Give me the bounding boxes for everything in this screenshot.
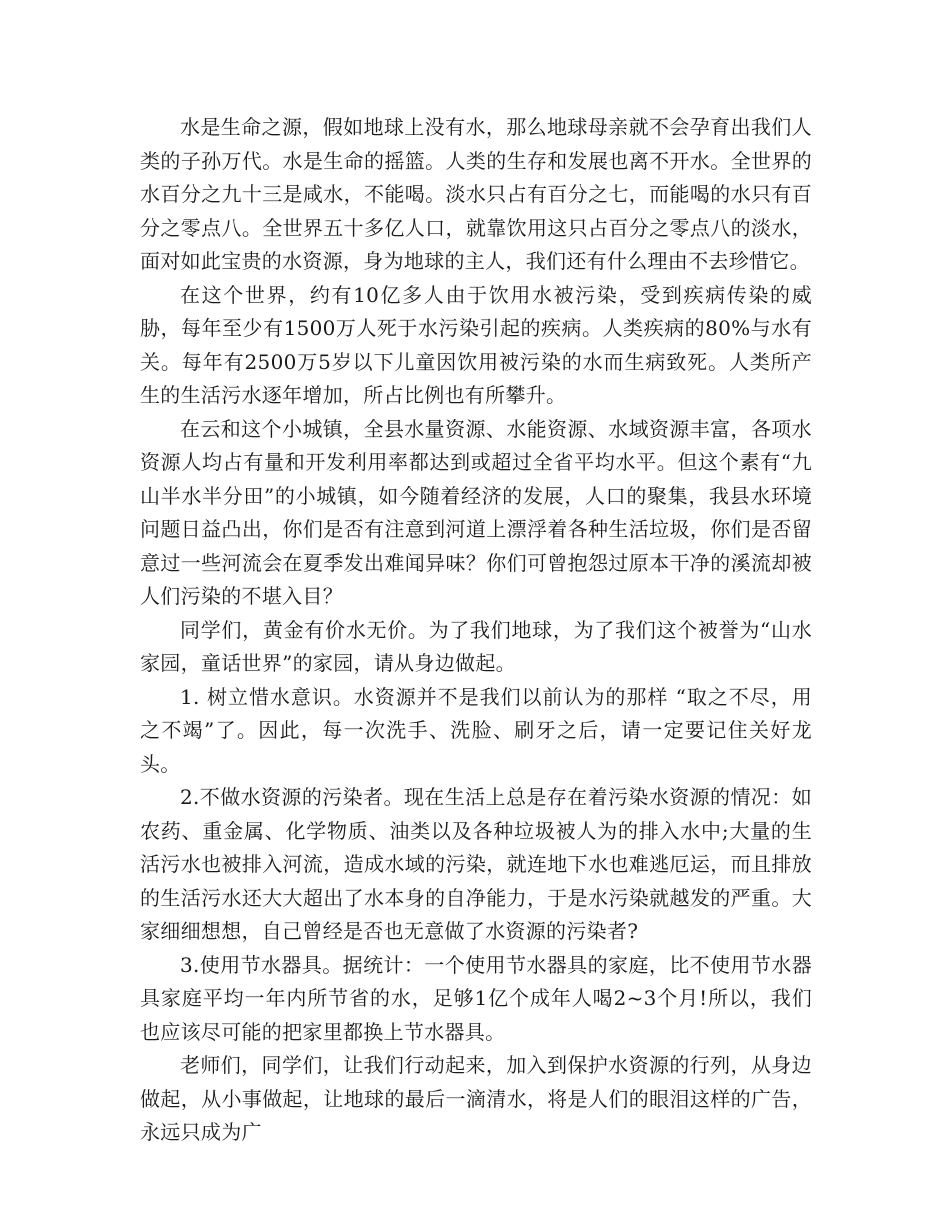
- paragraph-closing: 老师们，同学们，让我们行动起来，加入到保护水资源的行列，从身边做起，从小事做起，让地球的最后一滴清水，将是人们的眼泪这样的广告，永远只成为广: [140, 1053, 812, 1144]
- paragraph-item-3: 3.使用节水器具。据统计：一个使用节水器具的家庭，比不使用节水器具家庭平均一年内所节省的水，足够1亿个成年人喝2~3个月!所以，我们也应该尽可能的把家里都换上节水器具。: [140, 952, 812, 1044]
- paragraph-item-2: 2.不做水资源的污染者。现在生活上总是存在着污染水资源的情况：如农药、重金属、化学物质、油类以及各种垃圾被人为的排入水中;大量的生活污水也被排入河流，造成水域的污染，就连地下水也难逃厄运，而且排放的生活污水还大大超出了水本身的自净能力，于是水污染就越发的严重。大家细细想想，自己曾经是否也无意做了水资源的污染者?: [140, 785, 812, 943]
- paragraph-yunhe-town: 在云和这个小城镇，全县水量资源、水能资源、水域资源丰富，各项水资源人均占有量和开发利用率都达到或超过全省平均水平。但这个素有“九山半水半分田”的小城镇，如今随着经济的发展，人口的聚集，我县水环境问题日益凸出，你们是否有注意到河道上漂浮着各种生活垃圾，你们是否留意过一些河流会在夏季发出难闻异味？你们可曾抱怨过原本干净的溪流却被人们污染的不堪入目？: [140, 416, 812, 608]
- document-body: [140, 111, 812, 1150]
- paragraph-pollution-statistics: 在这个世界，约有10亿多人由于饮用水被污染，受到疾病传染的威胁，每年至少有1500万人死于水污染引起的疾病。人类疾病的80%与水有关。每年有2500万5岁以下儿童因饮用被污染的水而生病致死。人类所产生的生活污水逐年增加，所占比例也有所攀升。: [140, 282, 812, 407]
- paragraph-water-source-of-life: 水是生命之源，假如地球上没有水，那么地球母亲就不会孕育出我们人类的子孙万代。水是生命的摇篮。人类的生存和发展也离不开水。全世界的水百分之九十三是咸水，不能喝。淡水只占有百分之七，而能喝的水只有百分之零点八。全世界五十多亿人口，就靠饮用这只占百分之零点八的淡水，面对如此宝贵的水资源，身为地球的主人，我们还有什么理由不去珍惜它。: [140, 115, 812, 273]
- paragraph-call-to-action: 同学们，黄金有价水无价。为了我们地球，为了我们这个被誉为“山水家园，童话世界”的家园，请从身边做起。: [140, 617, 812, 675]
- paragraph-item-1: 1. 树立惜水意识。水资源并不是我们以前认为的那样 “取之不尽，用之不竭”了。因此，每一次洗手、洗脸、刷牙之后，请一定要记住关好龙头。: [140, 684, 812, 776]
